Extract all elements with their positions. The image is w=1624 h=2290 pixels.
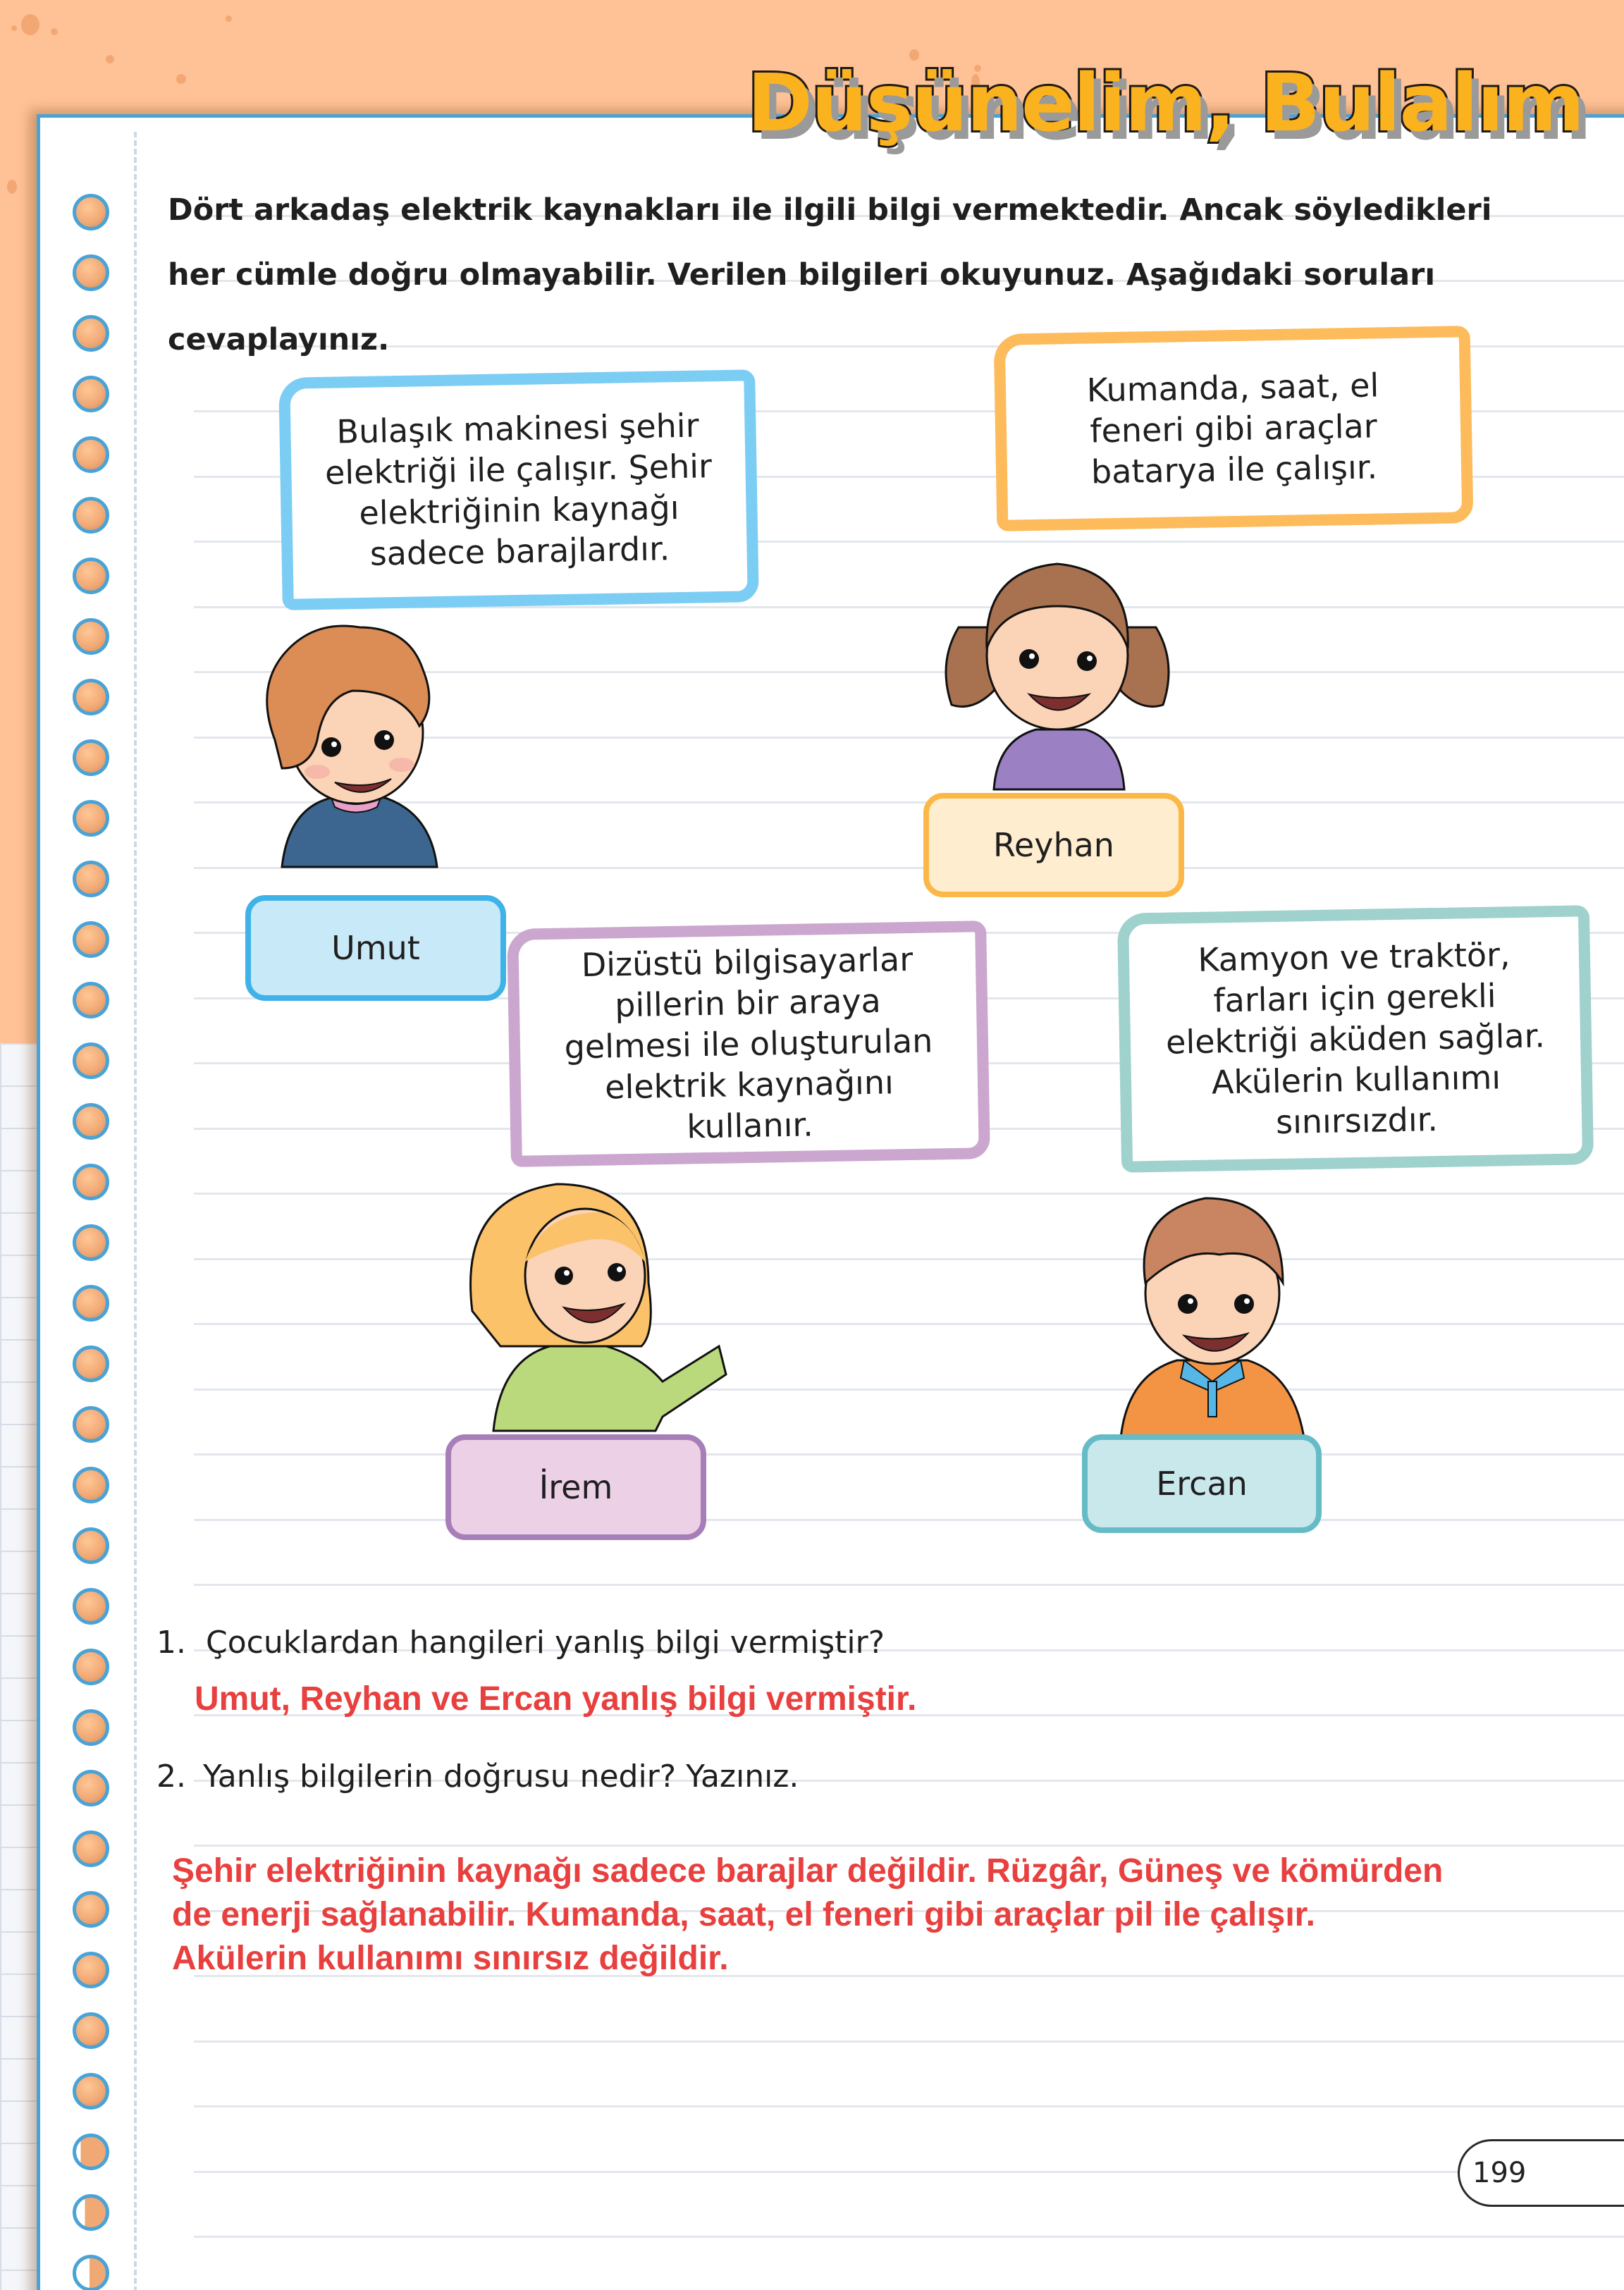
page-title: Düşünelim, Bulalım bbox=[747, 58, 1584, 149]
speech-text-irem: Dizüstü bilgisayarlar pillerin bir araya gelmesi ile oluşturulan elektrik kaynağını kullanır. bbox=[564, 940, 933, 1146]
answer-2 bbox=[172, 1849, 1443, 1981]
question-2 bbox=[156, 1759, 799, 1795]
name-tag-ercan bbox=[1082, 1434, 1322, 1533]
name-label-umut: Umut bbox=[331, 929, 420, 967]
character-ercan-illustration bbox=[1107, 1177, 1318, 1438]
question-1 bbox=[156, 1625, 885, 1661]
character-umut-illustration bbox=[240, 613, 465, 902]
answer-1: Umut, Reyhan ve Ercan yanlış bilgi vermiştir. bbox=[195, 1680, 917, 1718]
page-number: 199 bbox=[1472, 2157, 1527, 2189]
speech-text-reyhan: Kumanda, saat, el feneri gibi araçlar batarya ile çalışır. bbox=[1086, 366, 1379, 491]
background-grid-sheet bbox=[0, 1043, 42, 2290]
page-number-tab bbox=[1458, 2139, 1624, 2207]
margin-dashed-line bbox=[134, 132, 137, 2290]
question-1-number: 1. bbox=[156, 1625, 186, 1661]
question-1-text: Çocuklardan hangileri yanlış bilgi vermiştir? bbox=[205, 1625, 885, 1661]
name-label-irem: İrem bbox=[539, 1468, 613, 1506]
character-irem-illustration bbox=[458, 1170, 740, 1438]
intro-instructions: Dört arkadaş elektrik kaynakları ile ilgili bilgi vermektedir. Ancak söyledikleri her cümle doğru olmayabilir. Verilen bilgileri okuyunuz. Aşağıdaki soruları cevaplayınız. bbox=[168, 192, 1492, 357]
character-reyhan-illustration bbox=[930, 550, 1184, 804]
speech-bubble-reyhan bbox=[994, 326, 1474, 531]
speech-text-umut: Bulaşık makinesi şehir elektriği ile çalışır. Şehir elektriğinin kaynağı sadece barajlardır. bbox=[324, 406, 713, 573]
speech-text-ercan: Kamyon ve traktör, farları için gerekli elektriği aküden sağlar. Akülerin kullanımı sınırsızdır. bbox=[1165, 935, 1546, 1141]
speech-bubble-umut bbox=[278, 369, 759, 610]
name-label-ercan: Ercan bbox=[1156, 1465, 1248, 1503]
name-tag-reyhan bbox=[923, 793, 1184, 897]
name-tag-irem bbox=[445, 1434, 706, 1540]
answer-2-line-3: Akülerin kullanımı sınırsız değildir. bbox=[172, 1940, 729, 1977]
answer-2-line-2: de enerji sağlanabilir. Kumanda, saat, el feneri gibi araçlar pil ile çalışır. bbox=[172, 1896, 1316, 1933]
question-2-text: Yanlış bilgilerin doğrusu nedir? Yazınız. bbox=[202, 1759, 799, 1795]
speech-bubble-irem bbox=[507, 921, 990, 1167]
speech-bubble-ercan bbox=[1117, 905, 1594, 1173]
name-label-reyhan: Reyhan bbox=[993, 826, 1114, 864]
name-tag-umut bbox=[245, 895, 506, 1001]
answer-2-line-1: Şehir elektriğinin kaynağı sadece barajlar değildir. Rüzgâr, Güneş ve kömürden bbox=[172, 1852, 1444, 1890]
question-2-number: 2. bbox=[156, 1759, 186, 1795]
